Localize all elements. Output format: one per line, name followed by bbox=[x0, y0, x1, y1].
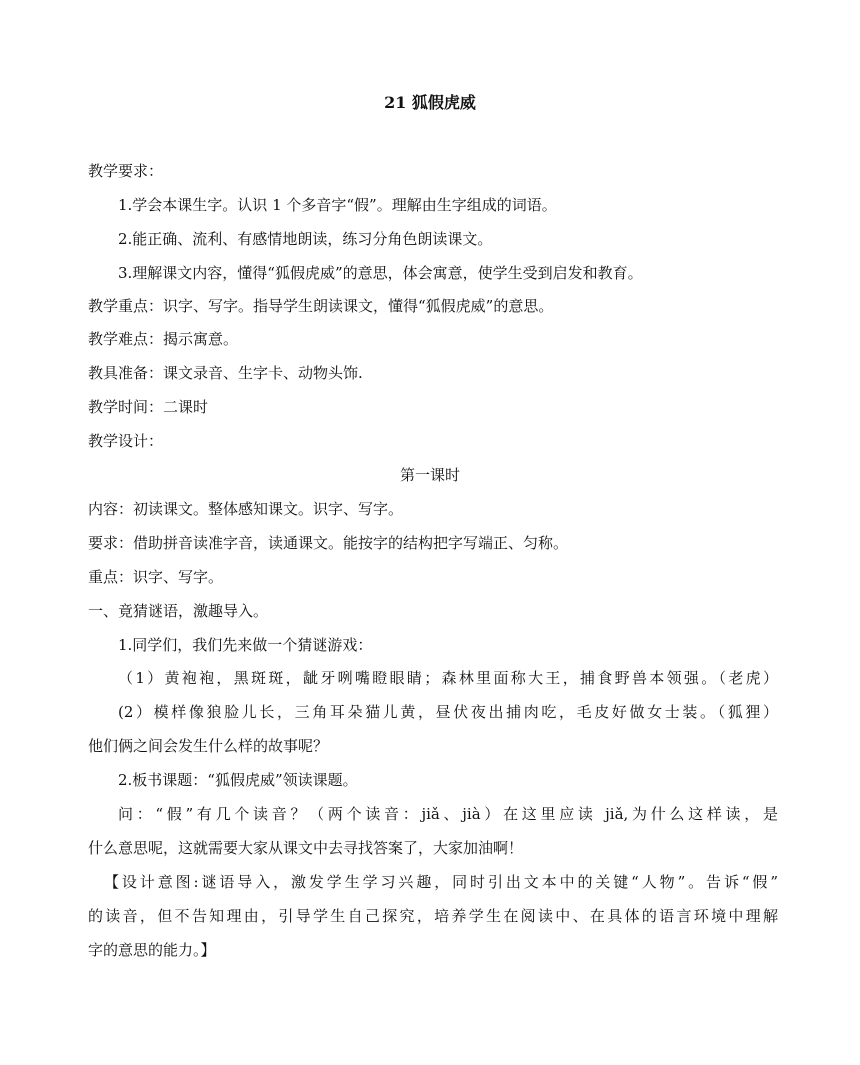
focus-line: 重点：识字、写字。 bbox=[88, 568, 224, 586]
riddle-1: （1）黄袍袍，黑斑斑，龇牙咧嘴瞪眼睛；森林里面称大王，捕食野兽本领强。（老虎） bbox=[118, 669, 778, 687]
teaching-materials: 教具准备：课文录音、生字卡、动物头饰. bbox=[88, 364, 363, 382]
design-intent-note: 【设计意图:谜语导入，激发学生学习兴趣，同时引出文本中的关键“人物”。告诉“假” bbox=[104, 873, 778, 891]
teaching-difficulty: 教学难点：揭示寓意。 bbox=[88, 330, 239, 348]
step-heading-1: 一、竟猜谜语，激趣导入。 bbox=[88, 602, 269, 620]
requirement-item-2: 2.能正确、流利、有感情地朗读，练习分角色朗读课文。 bbox=[118, 230, 493, 248]
content-line: 内容：初读课文。整体感知课文。识字、写字。 bbox=[88, 500, 404, 518]
question-line: 他们俩之间会发生什么样的故事呢？ bbox=[88, 737, 329, 755]
section-heading-requirements: 教学要求： bbox=[88, 162, 164, 180]
teaching-focus: 教学重点：识字、写字。指导学生朗读课文，懂得“狐假虎威”的意思。 bbox=[88, 297, 554, 315]
step-item-2: 2.板书课题：“狐假虎威”领读课题。 bbox=[118, 771, 358, 789]
requirement-item-1: 1.学会本课生字。认识 1 个多音字“假”。理解由生字组成的词语。 bbox=[118, 196, 557, 214]
lesson-period-heading: 第一课时 bbox=[399, 466, 460, 484]
requirement-line: 要求：借助拼音读准字音，读通课文。能按字的结构把字写端正、匀称。 bbox=[88, 534, 569, 552]
lesson-title: 21 狐假虎威 bbox=[384, 93, 476, 112]
pronunciation-question-cont: 什么意思呢，这就需要大家从课文中去寻找答案了，大家加油啊！ bbox=[88, 839, 524, 857]
pronunciation-question: 问：“假”有几个读音？（两个读音：jiǎ、jià）在这里应读 jiǎ,为什么这样读，是 bbox=[118, 805, 778, 823]
design-intent-note-end: 字的意思的能力。】 bbox=[88, 941, 216, 959]
step-item-1: 1.同学们，我们先来做一个猜谜游戏： bbox=[118, 636, 373, 654]
riddle-2: (2）模样像狼脸儿长，三角耳朵猫儿黄，昼伏夜出捕肉吃，毛皮好做女士装。（狐狸） bbox=[118, 703, 778, 721]
design-intent-note-cont: 的读音，但不告知理由，引导学生自己探究，培养学生在阅读中、在具体的语言环境中理解 bbox=[88, 907, 778, 925]
requirement-item-3: 3.理解课文内容，懂得“狐假虎威”的意思，体会寓意，使学生受到启发和教育。 bbox=[118, 264, 643, 282]
section-heading-design: 教学设计： bbox=[88, 432, 164, 450]
teaching-time: 教学时间：二课时 bbox=[88, 398, 209, 416]
